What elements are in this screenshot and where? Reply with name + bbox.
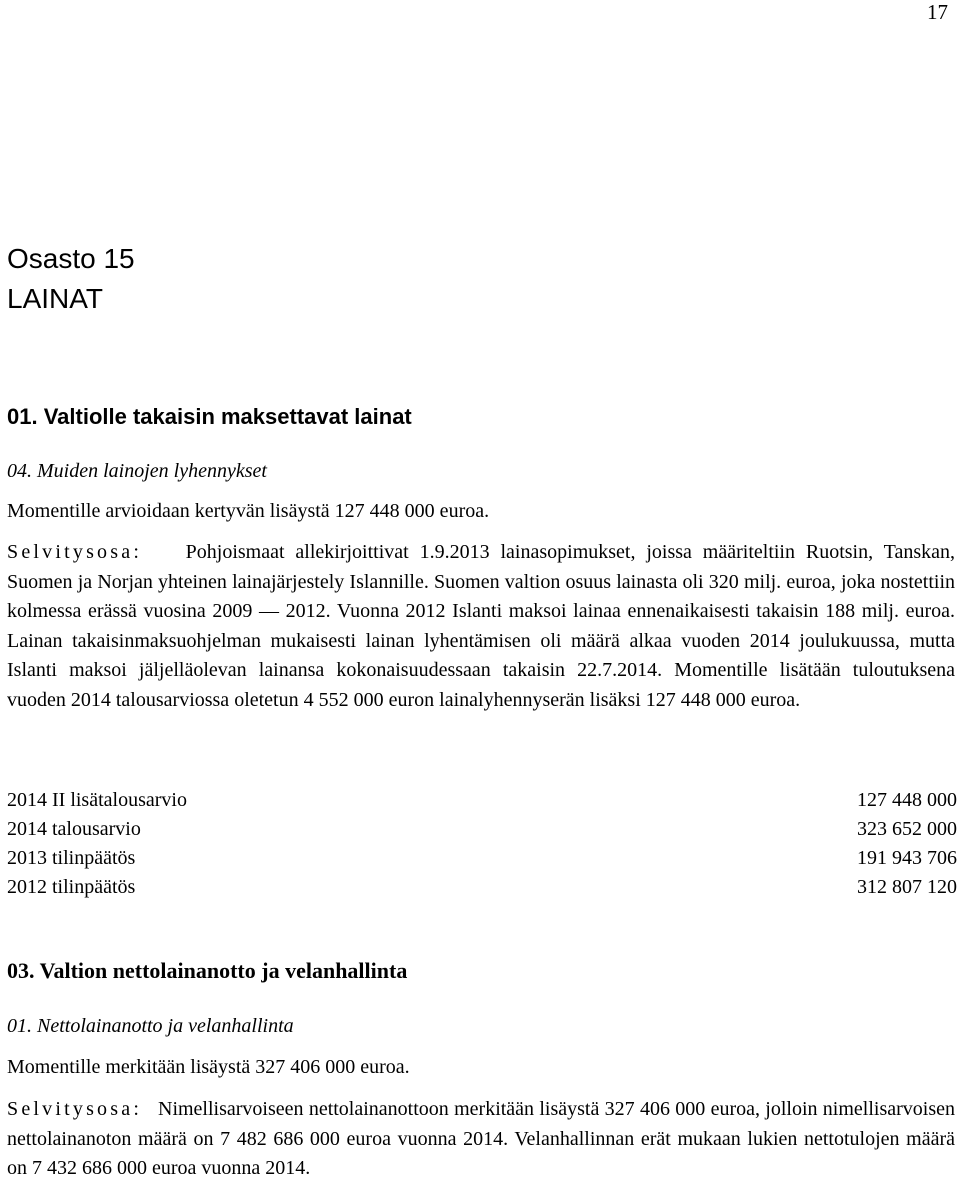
chapter-number: Osasto 15 (7, 243, 135, 274)
row-value: 191 943 706 (857, 847, 957, 869)
chapter-title: LAINAT (7, 283, 103, 314)
row-label: 2013 tilinpäätös (7, 847, 136, 869)
explanation-text: Nimellisarvoiseen nettolainanottoon merkitään lisäystä 327 406 000 euroa, jolloin nimellisarvoisen nettolainanoton määrä on 7 482 686 000 euroa vuonna 2014. Velanhallinnan erät mukaan lukien nettotulojen määrä on 7 432 686 000 euroa vuonna 2014. (7, 1098, 956, 1180)
subsection-title: 01. Nettolainanotto ja velanhallinta (7, 1015, 294, 1037)
appropriation-text: Momentille merkitään lisäystä 327 406 000 euroa. (7, 1056, 410, 1078)
explanation-text: Pohjoismaat allekirjoittivat 1.9.2013 lainasopimukset, joissa määriteltiin Ruotsin, Tanskan, Suomen ja Norjan yhteinen lainajärjestely Islannille. Suomen valtion osuus lainasta oli 320 milj. euroa, joka nostettiin kolmessa erässä vuosina 2009 — 2012. Vuonna 2012 Islanti maksoi lainaa ennenaikaisesti takaisin 188 milj. euroa. Lainan takaisinmaksuohjelman mukaisesti lainan lyhentämisen oli määrä alkaa vuoden 2014 joulukuussa, mutta Islanti maksoi jäljelläolevan lainansa kokonaisuudessaan takaisin 22.7.2014. Momentille lisätään tuloutuksena vuoden 2014 talousarviossa oletetun 4 552 000 euron lainalyhennyserän lisäksi 127 448 000 euroa. (7, 541, 955, 711)
row-label: 2014 talousarvio (7, 818, 141, 840)
table-row (7, 873, 957, 902)
table-row (7, 815, 957, 844)
appropriation-text: Momentille arvioidaan kertyvän lisäystä 127 448 000 euroa. (7, 500, 490, 522)
budget-table (7, 786, 957, 902)
page-number: 17 (927, 0, 948, 24)
row-value: 127 448 000 (857, 789, 957, 811)
table-row (7, 786, 957, 815)
explanation-paragraph (7, 538, 955, 716)
row-label: 2014 II lisätalousarvio (7, 789, 187, 811)
explanation-label: Selvitysosa: (7, 541, 143, 563)
section-title: 01. Valtiolle takaisin maksettavat lainat (7, 404, 412, 429)
row-label: 2012 tilinpäätös (7, 876, 136, 898)
subsection-title: 04. Muiden lainojen lyhennykset (7, 460, 267, 482)
table-row (7, 844, 957, 873)
explanation-paragraph (7, 1095, 955, 1184)
section-title: 03. Valtion nettolainanotto ja velanhallinta (7, 958, 408, 983)
row-value: 323 652 000 (857, 818, 957, 840)
explanation-label: Selvitysosa: (7, 1098, 143, 1120)
row-value: 312 807 120 (857, 876, 957, 898)
